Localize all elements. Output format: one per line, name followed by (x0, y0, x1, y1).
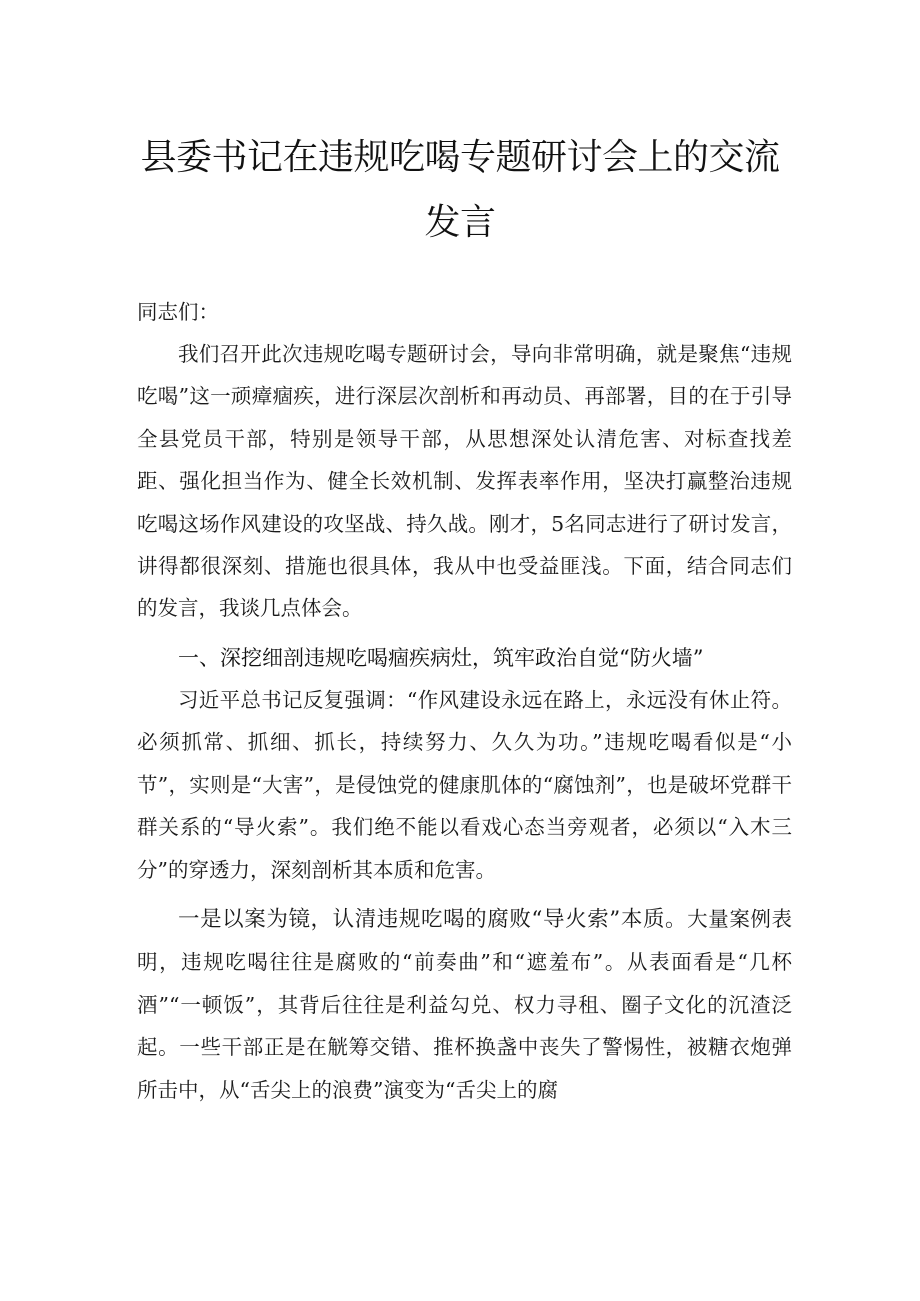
sub-point-heading: 一是以案为镜，认清违规吃喝的腐败“导火索”本质。 (178, 907, 688, 932)
sub-point-block (137, 898, 792, 1111)
salutation: 同志们： (137, 300, 219, 324)
section-1-block (137, 679, 792, 891)
section-1-paragraph: 习近平总书记反复强调：“作风建设永远在路上，永远没有休止符。必须抓常、抓细、抓长，持续努力、久久为功。”违规吃喝看似是“小节”，实则是“大害”，是侵蚀党的健康肌体的“腐蚀剂”，也是破坏党群干群关系的“导火索”。我们绝不能以看戏心态当旁观者，必须以“入木三分”的穿透力，深刻剖析其本质和危害。 (137, 688, 792, 882)
section-heading-1: 一、深挖细剖违规吃喝痼疾病灶，筑牢政治自觉“防火墙” (178, 646, 704, 670)
document-title-line-1: 县委书记在违规吃喝专题研讨会上的交流 (140, 137, 780, 178)
intro-paragraph: 我们召开此次违规吃喝专题研讨会，导向非常明确，就是聚焦“违规吃喝”这一顽瘴痼疾，进行深层次剖析和再动员、再部署，目的在于引导全县党员干部，特别是领导干部，从思想深处认清危害、对标查找差距、强化担当作为、健全长效机制、发挥表率作用，坚决打赢整治违规吃喝这场作风建设的攻坚战、持久战。刚才，5名同志进行了研讨发言，讲得都很深刻、措施也很具体，我从中也受益匪浅。下面，结合同志们的发言，我谈几点体会。 (137, 342, 792, 621)
sub-point-paragraph (137, 898, 792, 1111)
document-title-line-2: 发言 (424, 202, 496, 243)
sub-point-text: 大量案例表明，违规吃喝往往是腐败的“前奏曲”和“遮羞布”。从表面看是“几杯酒”“一顿饭”，其背后往往是利益勾兑、权力寻租、圈子文化的沉渣泛起。一些干部正是在觥筹交错、推杯换盏中丧失了警惕性，被糖衣炮弹所击中，从“舌尖上的浪费”演变为“舌尖上的腐 (137, 907, 792, 1102)
intro-block (137, 333, 792, 630)
